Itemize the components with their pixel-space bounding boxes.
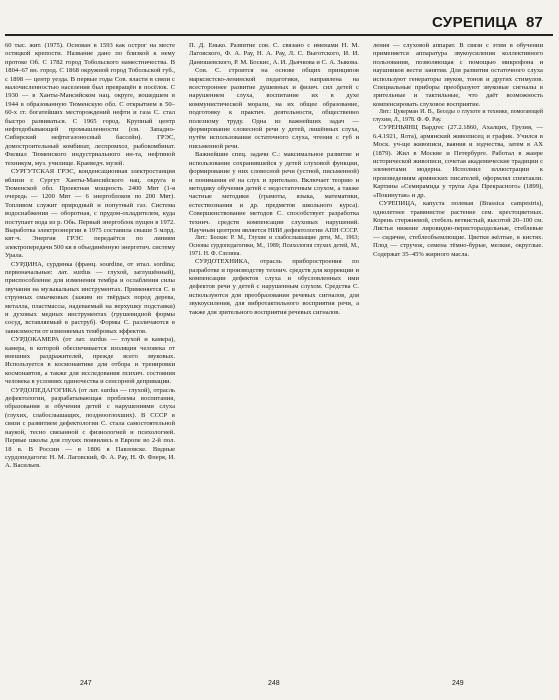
running-head-word: СУРЕПИЦА <box>432 14 518 31</box>
footer-page-number: 248 <box>268 680 280 687</box>
page-number: 87 <box>526 14 543 31</box>
entry-surdina: СУРДИНА, сурдинка (франц. sourdine, от итал. sordina; первоначальные: лат. surdus — глухой, заглушённый), приспособление для изменения тембра и ослабления силы звучания на музыкальных инструментах. Применяется С. в струнных смычковых (зажим из твёрдых пород дерева, металла, пластмассы, надеваемый на верхушку подставки) и духовых медных инструментах (грушевидной формы сосуд, вставляемый в раструб). Формы С. различаются в зависимости от изменяемых тембровых эффектов. <box>5 260 175 335</box>
entry-surepitsa: СУРЕПИЦА, капуста полевая (Brassica campestris), однолетнее травянистое растение сем. крестоцветных. Корень стержневой, стебель ветвистый, высотой 20–100 см. Листья нижние лировидно-перистораздельные, стеблевые — сидячие, стеблеобъемлющие. Цветки жёлтые, в кистях. Плод — стручок, семена тёмно-бурые, мелкие, округлые. Содержат 35–45% жирного масла. <box>373 200 543 258</box>
literature-note: Лит.: Боскис Р. М., Глухие и слабослышащие дети, М., 1963; Основы сурдопедагогики, М., 1989; Психология глухих детей, М., 1971. Н. Ф. Слезина. <box>189 235 359 257</box>
paragraph: Важнейшие спец. задачи С.: максимальное развитие и использование сохранившейся у детей слуховой функции, формирование у них словесной речи (устной, письменной) и понимания её на слух и зрительно. Включает теорию и методику обучения детей с недостаточным слухом, а также частные методики (грамоты, языка, математики, естествознания и др. предметов школьного курса). Совершенствование методов С. способствует разработка технич. средств компенсации слуховых нарушений. Научным центром является НИИ дефектологии АПН СССР. <box>189 151 359 234</box>
literature-note: Лит.: Цукерман И. В., Беседы о глухоте и технике, помогающей глухим, Л., 1978. Ф. Ф. Рау. <box>373 109 543 123</box>
paragraph: П. Д. Енько. Развитие сов. С. связано с именами Н. М. Лаговского, Ф. А. Рау, Н. А. Рау, Л. С. Выготского, И. И. Данюшевского, Р. М. Боскис, А. И. Дьячкова и С. А. Зыкова. <box>189 42 359 66</box>
entry-surdopedagogika: СУРДОПЕДАГОГИКА (от лат. surdus — глухой), отрасль дефектологии, разрабатывающая проблемы воспитания, образования и обучения детей с нарушениями слуха (глухих, слабослышащих, позднооглохших). В СССР в связи с развитием дефектологии С. стала самостоятельной наукой, тесно связанной с физиологией и психологией. Первые школы для глухих появились в Европе во 2-й пол. 18 в. В России — в 1806 в Павловске. Видные сурдопедагоги: Н. М. Лаговский, Ф. А. Рау, Н. Ф. Флеря, И. А. Васильев. <box>5 386 175 470</box>
footer-page-number: 249 <box>452 680 464 687</box>
entry-surgut-gres: СУРГУТСКАЯ ГРЭС, конденсационная электростанция вблизи г. Сургут Ханты-Мансийского нац. округа в Тюменской обл. Проектная мощность 2400 Мвт (1-я очередь — 1200 Мвт — 6 энергоблоков по 200 Мвт). Топливом служит природный и попутный газ. Система водоснабжения — оборотная, с прудом-охладителем, куда поступает вода из р. Обь. Первый энергоблок пущен в 1972. Выработка электроэнергии в 1975 составила свыше 5 млрд. квт·ч. Энергия ГРЭС передаётся по линиям электропередачи 500 кв в объединённую энергетич. систему Урала. <box>5 168 175 260</box>
entry-surenyants: СУРЕНЬЯНЦ Вардгес (27.2.1860, Ахалцих, Грузия, — 6.4.1921, Ялта), армянский живописец и график. Учился в Моск. уч-ще живописи, ваяния и зодчества, затем в АХ (1879). Жил в Москве и Петербурге. Работал в жанре исторической живописи, сочетая академические традиции с элементами модерна. Исполнил иллюстрации к произведениям армянских писателей, оформлял спектакли. Картины «Семирамида у трупа Ара Прекрасного» (1899), «Покинутая» и др. <box>373 124 543 199</box>
paragraph: Сов. С. строится на основе общих принципов марксистско-ленинской педагогики, направлена на всестороннее развитие душевных и физич. сил детей с нарушением слуха, воспитание их в духе коммунистической морали, на их общее образование, подготовку к практич. деятельности, общественно полезному труду. Одна из важнейших задач — формирование словесной речи у детей, лишённых слуха, путём использования остаточного слуха, чтения с губ и письменной речи. <box>189 67 359 150</box>
column-2 <box>189 42 359 677</box>
paragraph: ления — слуховой аппарат. В связи с этим в обучении применяется аппаратура звукоусиления коллективного пользования, позволяющая с помощью микрофона и наушников вести занятия. Для развития остаточного слуха используют генераторы звуков, тонов и других стимулов. Специальные приборы преобразуют звуковые сигналы в зрительные и тактильные, что даёт возможность компенсировать слуховое восприятие. <box>373 42 543 108</box>
page-header <box>0 0 559 34</box>
entry-surdokamera: СУРДОКАМЕРА (от лат. surdus — глухой и камера), камера, в которой обеспечивается изоляция человека от внешних раздражителей, прежде всего звуковых. Используется в космонавтике для отбора и тренировки космонавтов, а также для исследования психич. состояния человека в условиях одиночества и сенсорной депривации. <box>5 336 175 386</box>
header-rule <box>5 34 553 36</box>
column-1 <box>5 42 175 677</box>
entry-surdotekhnika: СУРДОТЕХНИКА, отрасль приборостроения по разработке и производству технич. средств для коррекции и компенсации дефектов слуха и обусловленных ими дефектов речи у детей с нарушенным слухом. Средства С. используются для преобразования речевых сигналов, для звукоусиления, для вибротактильного восприятия речи, а также для зрительного восприятия речевых сигналов. <box>189 258 359 316</box>
paragraph: 60 тыс. жит. (1975). Основан в 1593 как острог на месте остяцкой крепости. Название дано по близкой к нему протоке Об. С 1782 город Тобольского наместничества. В 1804–67 вн. город. С 1868 окружной город Тобольской губ., с 1898 — центр уезда. В первые годы Сов. власти в связи с малочисленностью населения был превращён в посёлок. С 1930 — в Ханты-Мансийском нац. округе, вошедшем в 1944 в образованную Тюменскую обл. С открытием в 50–60-х гг. богатейших месторождений нефти и газа С. стал быстро развиваться. С 1965 город. Крупный центр нефтедобывающей промышленности (см. Западно-Сибирский нефтегазоносный бассейн). ГРЭС, домостроительный комбинат, леспромхоз, рыбокомбинат. Филиал Тюменского индустриального ин-та, нефтяной техникум, муз. училище. Краеведч. музей. <box>5 42 175 167</box>
column-3 <box>373 42 543 677</box>
footer-page-number: 247 <box>80 680 92 687</box>
